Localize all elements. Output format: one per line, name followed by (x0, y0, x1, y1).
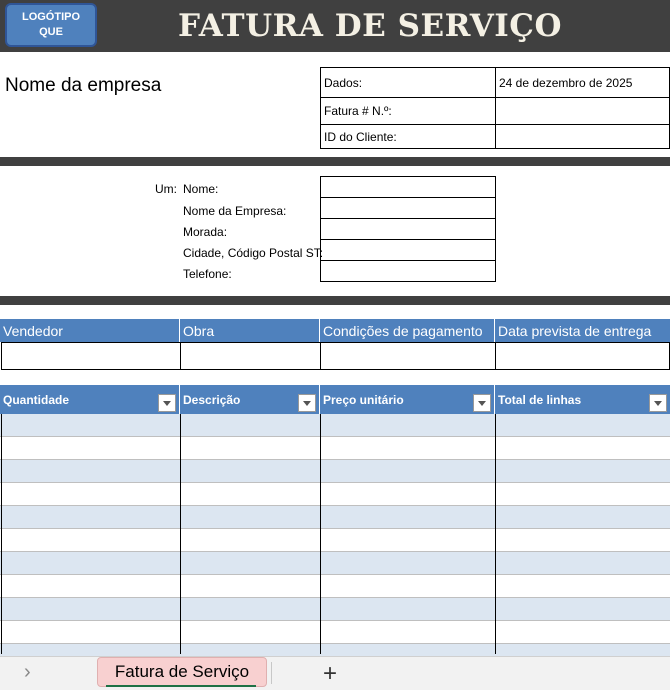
description-header (180, 385, 320, 414)
description-header-label: Descrição (183, 393, 241, 407)
recipient-phone-label: Telefone: (183, 267, 232, 281)
line-total-header-label: Total de linhas (498, 393, 582, 407)
vendor-value-cell[interactable] (1, 342, 181, 370)
date-value-cell[interactable] (495, 67, 670, 98)
date-label: Dados: (324, 75, 363, 90)
client-id-label: ID do Cliente: (324, 129, 397, 144)
table-row[interactable] (0, 460, 670, 483)
table-divider (495, 414, 496, 654)
recipient-name-field[interactable] (320, 176, 496, 198)
logo-line-2: QUE (39, 26, 63, 38)
invoice-label: Fatura # N.º: (324, 104, 392, 118)
recipient-city-label: Cidade, Código Postal ST: (183, 246, 324, 260)
separator-2 (0, 296, 670, 305)
quantity-header (0, 385, 180, 414)
project-header: Obra (180, 319, 320, 342)
invoice-title: FATURA DE SERVIÇO (178, 8, 562, 44)
active-tab-indicator (106, 685, 256, 687)
payment-terms-value-cell[interactable] (320, 342, 496, 370)
quantity-header-label: Quantidade (3, 393, 70, 407)
quantity-filter-dropdown-icon[interactable] (158, 394, 176, 412)
invoice-value-cell[interactable] (495, 97, 670, 125)
recipient-name-label: Nome: (183, 182, 219, 196)
table-row[interactable] (0, 506, 670, 529)
table-divider (1, 414, 2, 654)
client-id-value-cell[interactable] (495, 124, 670, 149)
table-row[interactable] (0, 483, 670, 506)
table-divider (320, 414, 321, 654)
client-id-label-cell (320, 124, 496, 149)
recipient-city-field[interactable] (320, 239, 496, 261)
delivery-date-value-cell[interactable] (495, 342, 670, 370)
recipient-address-label: Morada: (183, 225, 228, 239)
logo-line-1: LOGÓTIPO (21, 11, 81, 23)
separator-1 (0, 157, 670, 166)
recipient-company-field[interactable] (320, 197, 496, 219)
table-row[interactable] (0, 414, 670, 437)
description-filter-dropdown-icon[interactable] (298, 394, 316, 412)
recipient-address-field[interactable] (320, 218, 496, 240)
recipient-prefix: Um: (155, 182, 177, 196)
vendor-header: Vendedor (0, 319, 180, 342)
company-name[interactable]: Nome da empresa (5, 75, 162, 96)
sheet-tab-fatura[interactable]: Fatura de Serviço (97, 657, 267, 687)
unit-price-header (320, 385, 495, 414)
date-value: 24 de dezembro de 2025 (499, 75, 633, 90)
project-value-cell[interactable] (180, 342, 321, 370)
recipient-phone-field[interactable] (320, 260, 496, 282)
table-divider (180, 414, 181, 654)
date-label-cell (320, 67, 496, 98)
table-row[interactable] (0, 437, 670, 460)
unit-price-filter-dropdown-icon[interactable] (473, 394, 491, 412)
line-total-header (495, 385, 670, 414)
delivery-date-header: Data prevista de entrega (495, 319, 670, 342)
payment-terms-header: Condições de pagamento (320, 319, 495, 342)
invoice-label-cell (320, 97, 496, 125)
sheet-nav-icon[interactable]: › (24, 661, 31, 683)
line-total-filter-dropdown-icon[interactable] (649, 394, 667, 412)
table-row[interactable] (0, 552, 670, 575)
recipient-company-label: Nome da Empresa: (183, 204, 287, 218)
unit-price-header-label: Preço unitário (323, 393, 404, 407)
table-row[interactable] (0, 621, 670, 644)
logo-placeholder[interactable] (5, 3, 97, 47)
table-row[interactable] (0, 529, 670, 552)
add-sheet-icon[interactable]: + (323, 660, 338, 687)
table-row[interactable] (0, 598, 670, 621)
table-row[interactable] (0, 575, 670, 598)
tab-divider (271, 662, 272, 684)
